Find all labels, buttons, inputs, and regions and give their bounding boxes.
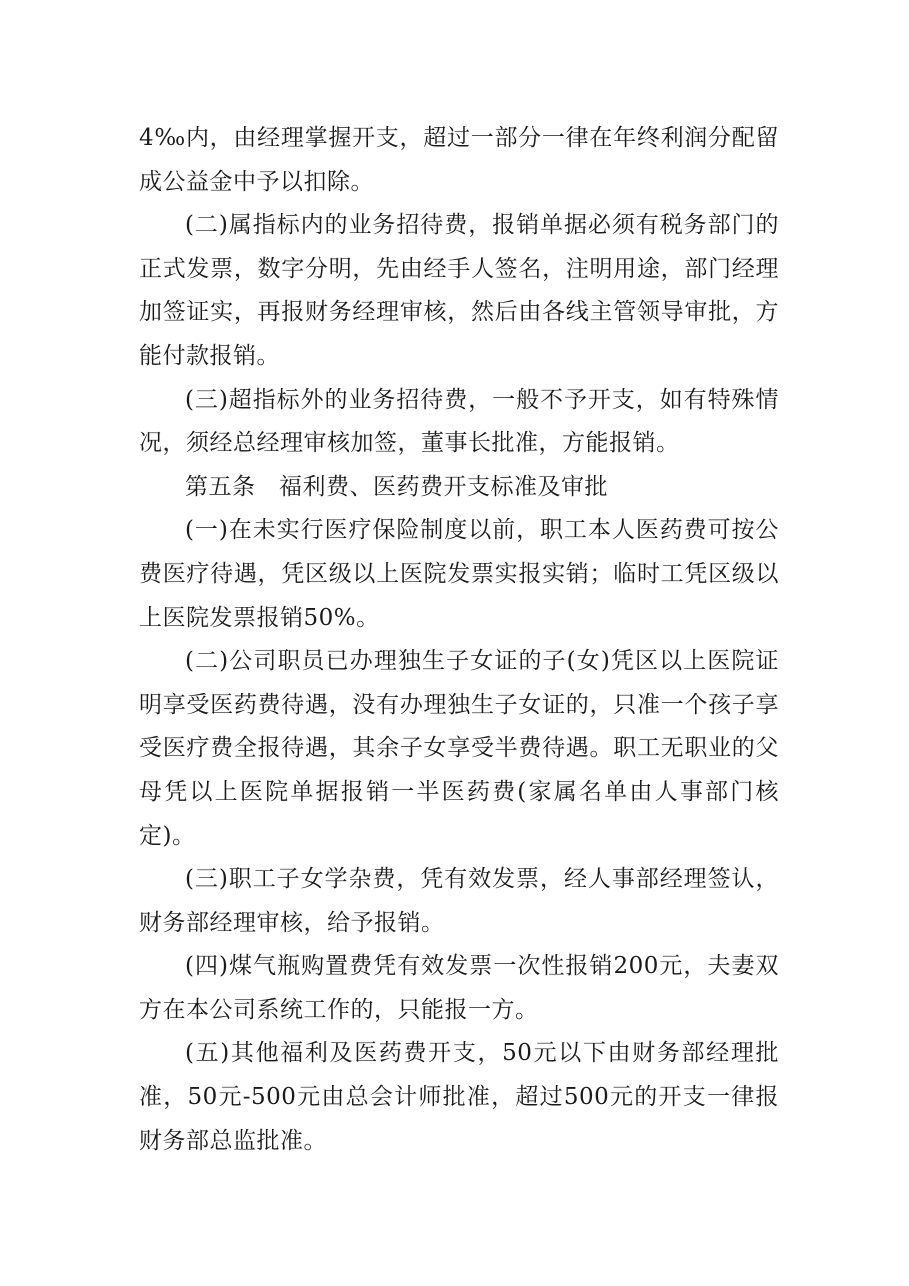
- paragraph-approval-limits: (五)其他福利及医药费开支，50元以下由财务部经理批准，50元-500元由总会计师批准，超过500元的开支一律报财务部总监批准。: [139, 1040, 779, 1154]
- paragraph-continuation: 4‰内，由经理掌握开支，超过一部分一律在年终利润分配留成公益金中予以扣除。: [139, 125, 779, 195]
- paragraph-medical-expenses: (一)在未实行医疗保险制度以前，职工本人医药费可按公费医疗待遇，凭区级以上医院发票实报实销；临时工凭区级以上医院发票报销50%。: [139, 517, 779, 631]
- paragraph-entertainment-within-quota: (二)属指标内的业务招待费，报销单据必须有税务部门的正式发票，数字分明，先由经手人签名，注明用途，部门经理加签证实，再报财务经理审核，然后由各线主管领导审批，方能付款报销。: [139, 212, 779, 369]
- paragraph-entertainment-over-quota: (三)超指标外的业务招待费，一般不予开支，如有特殊情况，须经总经理审核加签，董事长批准，方能报销。: [139, 386, 779, 457]
- paragraph-gas-cylinder: (四)煤气瓶购置费凭有效发票一次性报销200元，夫妻双方在本公司系统工作的，只能报一方。: [139, 953, 779, 1023]
- article-heading: 第五条 福利费、医药费开支标准及审批: [185, 473, 608, 500]
- document-body: [139, 117, 779, 1163]
- paragraph-only-child-benefits: (二)公司职员已办理独生子女证的子(女)凭区以上医院证明享受医药费待遇，没有办理独生子女证的，只准一个孩子享受医疗费全报待遇，其余子女享受半费待遇。职工无职业的父母凭以上医院单据报销一半医药费(家属名单由人事部门核定)。: [139, 648, 779, 849]
- paragraph-tuition-fees: (三)职工子女学杂费，凭有效发票，经人事部经理签认，财务部经理审核，给予报销。: [139, 866, 779, 936]
